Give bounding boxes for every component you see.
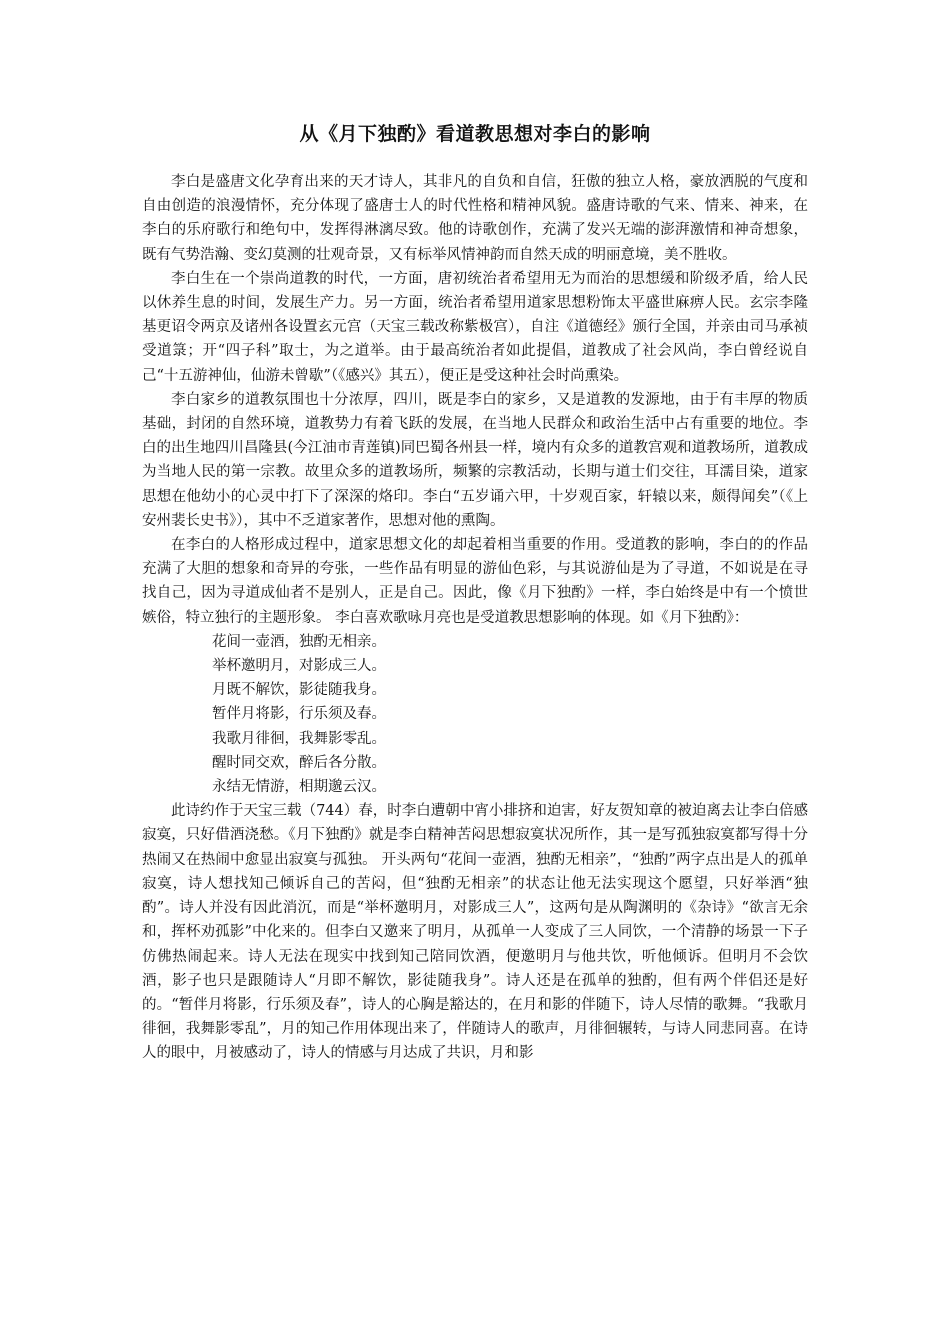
paragraph-intro: 李白是盛唐文化孕育出来的天才诗人，其非凡的自负和自信，狂傲的独立人格，豪放洒脱的气度和自由创造的浪漫情怀，充分体现了盛唐士人的时代性格和精神风貌。盛唐诗歌的气来、情来、神来，在李白的乐府歌行和绝句中，发挥得淋漓尽致。他的诗歌创作，充满了发兴无端的澎湃激情和神奇想象，既有气势浩瀚、变幻莫测的壮观奇景，又有标举风情神韵而自然天成的明丽意境，美不胜收。 [142,174,808,263]
paragraph-personality: 在李白的人格形成过程中，道家思想文化的却起着相当重要的作用。受道教的影响，李白的的作品充满了大胆的想象和奇异的夸张，一些作品有明显的游仙色彩，与其说游仙是为了寻道，不如说是在寻找自己，因为寻道成仙者不是别人，正是自己。因此，像《月下独酌》一样，李白始终是中有一个愤世嫉俗，特立独行的主题形象。 李白喜欢歌咏月亮也是受道教思想影响的体现。如《月下独酌》： [142,537,808,626]
poem-line: 我歌月徘徊，我舞影零乱。 [212,730,386,747]
poem-line: 举杯邀明月，对影成三人。 [212,658,386,675]
poem-line: 暂伴月将影，行乐须及春。 [212,706,386,723]
poem-line: 花间一壶酒，独酌无相亲。 [212,633,386,650]
poem-line: 永结无情游，相期邈云汉。 [212,779,386,796]
poem-block [142,630,808,799]
article-title: 从《月下独酌》看道教思想对李白的影响 [299,123,651,145]
paragraph-taoist-era: 李白生在一个崇尚道教的时代，一方面，唐初统治者希望用无为而治的思想缓和阶级矛盾，给人民以休养生息的时间，发展生产力。另一方面，统治者希望用道家思想粉饰太平盛世麻痹人民。玄宗李隆基更诏令两京及诸州各设置玄元宫（天宝三载改称紫极宫），自注《道德经》颁行全国，并亲由司马承祯受道箓；开“四子科”取士，为之道举。由于最高统治者如此提倡，道教成了社会风尚，李白曾经说自己“十五游神仙，仙游未曾歇”（《感兴》其五），便正是受这种社会时尚熏染。 [142,270,808,384]
document-page [142,120,808,1066]
paragraph-poem-analysis: 此诗约作于天宝三载（744）春，时李白遭朝中宵小排挤和迫害，好友贺知章的被迫离去让李白倍感寂寞，只好借酒浇愁。《月下独酌》就是李白精神苦闷思想寂寞状况所作，其一是写孤独寂寞都写得十分热闹又在热闹中愈显出寂寞与孤独。 开头两句“花间一壶酒，独酌无相亲”，“独酌”两字点出是人的孤单寂寞，诗人想找知己倾诉自己的苦闷，但“独酌无相亲”的状态让他无法实现这个愿望，只好举酒“独酌”。诗人并没有因此消沉，而是“举杯邀明月，对影成三人”，这两句是从陶渊明的《杂诗》“欲言无余和，挥杯劝孤影”中化来的。但李白又邀来了明月，从孤单一人变成了三人同饮，一个清静的场景一下子仿佛热闹起来。诗人无法在现实中找到知己陪同饮酒，便邀明月与他共饮，听他倾诉。但明月不会饮酒，影子也只是跟随诗人“月即不解饮，影徒随我身”。诗人还是在孤单的独酌，但有两个伴侣还是好的。“暂伴月将影，行乐须及春”，诗人的心胸是豁达的，在月和影的伴随下，诗人尽情的歌舞。“我歌月徘徊，我舞影零乱”，月的知己作用体现出来了，伴随诗人的歌声，月徘徊辗转，与诗人同悲同喜。在诗人的眼中，月被感动了，诗人的情感与月达成了共识，月和影 [142,803,808,1062]
paragraph-hometown: 李白家乡的道教氛围也十分浓厚，四川，既是李白的家乡，又是道教的发源地，由于有丰厚的物质基础，封闭的自然环境，道教势力有着飞跃的发展，在当地人民群众和政治生活中占有重要的地位。李白的出生地四川昌隆县(今江油市青莲镇)同巴蜀各州县一样，境内有众多的道教宫观和道教场所，道教成为当地人民的第一宗教。故里众多的道教场所，频繁的宗教活动，长期与道士们交往，耳濡目染，道家思想在他幼小的心灵中打下了深深的烙印。李白“五岁诵六甲，十岁观百家，轩辕以来，颇得闻矣”（《上安州裴长史书》），其中不乏道家著作，思想对他的熏陶。 [142,391,808,529]
poem-line: 月既不解饮，影徒随我身。 [212,682,386,699]
poem-line: 醒时同交欢，醉后各分散。 [212,754,386,771]
